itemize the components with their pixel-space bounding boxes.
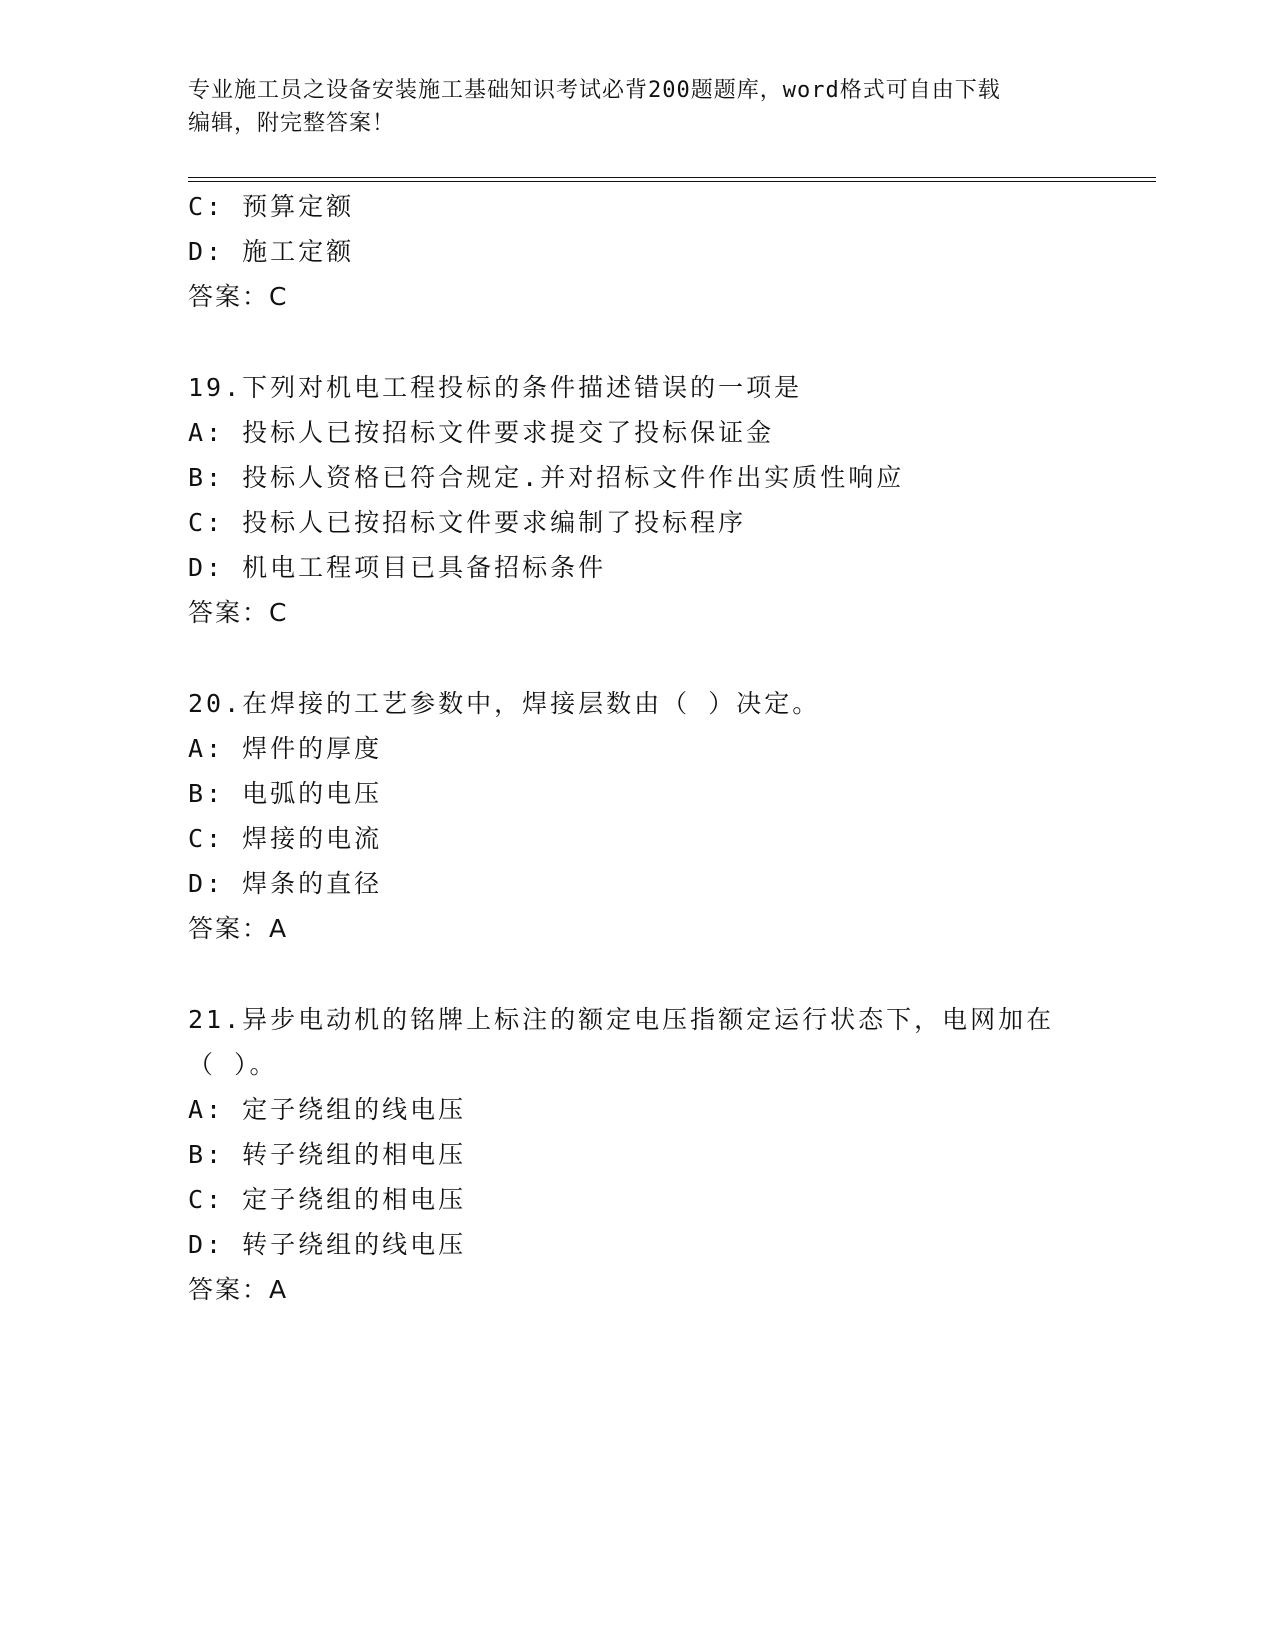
q18-option-d: D: 施工定额 — [188, 237, 355, 266]
q18-answer: 答案：C — [188, 282, 289, 311]
header-title-line-2: 编辑，附完整答案！ — [188, 111, 396, 136]
q18-option-c: C: 预算定额 — [188, 192, 355, 221]
q21-question-line-2: （ ）。 — [188, 1050, 278, 1079]
q21-option-b: B: 转子绕组的相电压 — [188, 1140, 467, 1169]
q21-answer: 答案：A — [188, 1275, 289, 1304]
q20-option-d: D: 焊条的直径 — [188, 869, 383, 898]
q19-answer: 答案：C — [188, 598, 289, 627]
header-title-line-1: 专业施工员之设备安装施工基础知识考试必背200题题库，word格式可自由下载 — [188, 78, 1001, 103]
q19-option-a: A: 投标人已按招标文件要求提交了投标保证金 — [188, 418, 775, 447]
q20-option-a: A: 焊件的厚度 — [188, 734, 383, 763]
document-header — [188, 74, 1088, 140]
q19-option-c: C: 投标人已按招标文件要求编制了投标程序 — [188, 508, 747, 537]
q19-question: 19.下列对机电工程投标的条件描述错误的一项是 — [188, 373, 803, 402]
header-divider-top — [188, 177, 1156, 178]
q20-option-c: C: 焊接的电流 — [188, 824, 383, 853]
q20-answer: 答案：A — [188, 914, 289, 943]
q20-option-b: B: 电弧的电压 — [188, 779, 383, 808]
q19-option-b: B: 投标人资格已符合规定.并对招标文件作出实质性响应 — [188, 463, 905, 492]
q20-question: 20.在焊接的工艺参数中，焊接层数由（ ）决定。 — [188, 689, 821, 718]
q21-option-a: A: 定子绕组的线电压 — [188, 1095, 467, 1124]
q19-option-d: D: 机电工程项目已具备招标条件 — [188, 553, 607, 582]
header-divider-bottom — [188, 181, 1156, 182]
q21-question-line-1: 21.异步电动机的铭牌上标注的额定电压指额定运行状态下，电网加在 — [188, 1005, 1055, 1034]
q21-option-d: D: 转子绕组的线电压 — [188, 1230, 467, 1259]
q21-option-c: C: 定子绕组的相电压 — [188, 1185, 467, 1214]
